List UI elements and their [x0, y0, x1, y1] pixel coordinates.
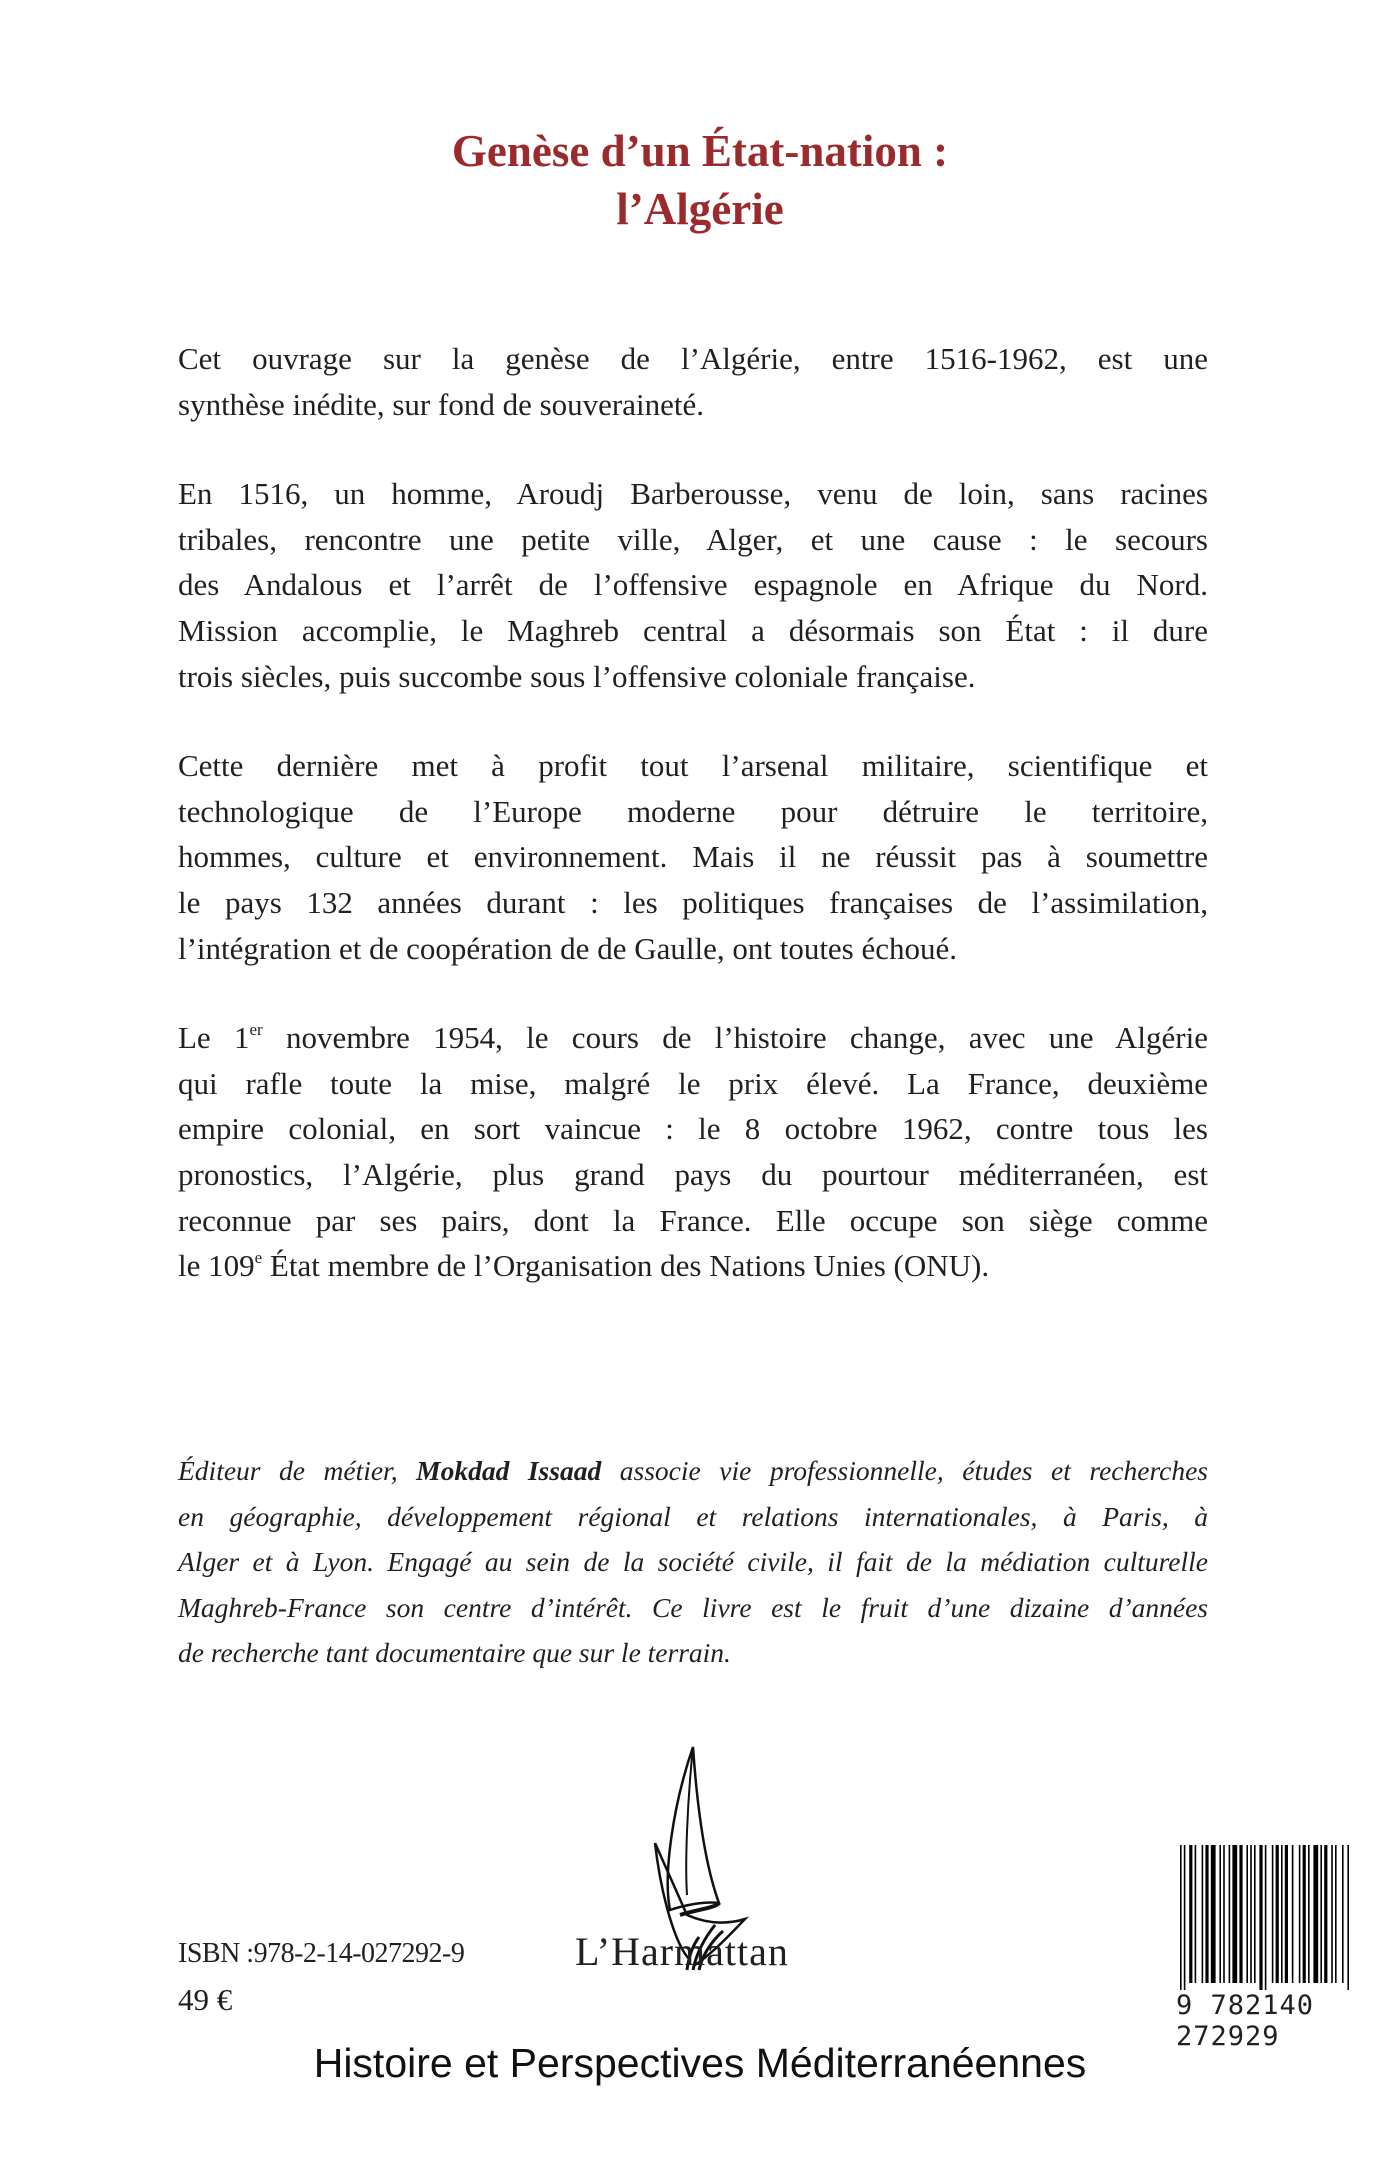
bio-line: Alger et à Lyon. Engagé au sein de la société civile, il fait de la médiation culturelle	[178, 1546, 1208, 1578]
barcode-bar	[1299, 1845, 1301, 1983]
paragraph-line: des Andalous et l’arrêt de l’offensive espagnole en Afrique du Nord.	[178, 567, 1208, 603]
barcode-bar	[1335, 1845, 1337, 1983]
series-name: Histoire et Perspectives Méditerranéennes	[313, 2040, 1087, 2086]
author-name: Mokdad Issaad	[416, 1455, 602, 1486]
book-title-line-1: Genèse d’un État-nation :	[451, 126, 949, 176]
book-title-line-2: l’Algérie	[616, 184, 784, 234]
paragraph-line: l’intégration et de coopération de de Gaulle, ont toutes échoué.	[178, 930, 958, 966]
paragraph-line: Cet ouvrage sur la genèse de l’Algérie, entre 1516-1962, est une	[178, 341, 1208, 376]
barcode	[1180, 1845, 1390, 1995]
paragraph-line: Cette dernière met à profit tout l’arsenal militaire, scientifique et	[178, 748, 1208, 784]
barcode-bar	[1313, 1845, 1318, 1983]
barcode-bar	[1239, 1845, 1242, 1983]
barcode-digits: 9 782140 272929	[1172, 1990, 1396, 2052]
barcode-bar	[1180, 1845, 1182, 1995]
price: 49 €	[178, 1982, 233, 2017]
barcode-bar	[1276, 1845, 1279, 1983]
paragraph	[178, 336, 1208, 427]
barcode-bar	[1308, 1845, 1310, 1983]
barcode-bar	[1223, 1845, 1225, 1983]
paragraph-line: qui rafle toute la mise, malgré le prix élevé. La France, deuxième	[178, 1065, 1208, 1101]
barcode-bar	[1324, 1845, 1327, 1983]
barcode-bar	[1272, 1845, 1274, 1983]
paragraph	[178, 743, 1208, 971]
barcode-bar	[1331, 1845, 1333, 1983]
barcode-bar	[1303, 1845, 1306, 1983]
barcode-bar	[1211, 1845, 1216, 1983]
barcode-bar	[1254, 1845, 1256, 1983]
barcode-bar	[1250, 1845, 1252, 1983]
paragraph-line	[178, 1243, 1208, 1289]
publisher-logo-text: L’Harmattan	[575, 1929, 789, 1974]
text-run: novembre 1954, le cours de l’histoire change, avec une Algérie	[262, 1020, 1208, 1056]
isbn: ISBN :978-2-14-027292-9	[178, 1938, 465, 1969]
paragraph-line: reconnue par ses pairs, dont la France. Elle occupe son siège comme	[178, 1202, 1208, 1238]
barcode-bar	[1292, 1845, 1294, 1983]
barcode-bar	[1202, 1845, 1204, 1983]
barcode-bar	[1285, 1845, 1288, 1983]
barcode-bar	[1347, 1845, 1349, 1995]
bio-line: de recherche tant documentaire que sur le terrain.	[178, 1637, 731, 1669]
text-run: Le 1	[178, 1020, 250, 1056]
barcode-bar	[1205, 1845, 1208, 1983]
paragraph-line	[178, 1015, 1208, 1061]
text-run: e	[254, 1248, 263, 1268]
bio-line: Maghreb-France son centre d’intérêt. Ce livre est le fruit d’une dizaine d’années	[178, 1591, 1208, 1623]
barcode-bar	[1189, 1845, 1192, 1983]
barcode-bar	[1246, 1845, 1248, 1983]
paragraph-line: synthèse inédite, sur fond de souveraineté.	[178, 386, 704, 422]
text-run: le 109	[178, 1248, 255, 1284]
text-run: associe vie professionnelle, études et recherches	[601, 1455, 1208, 1486]
barcode-bar	[1265, 1845, 1267, 1995]
paragraph-line: Mission accomplie, le Maghreb central a désormais son État : il dure	[178, 612, 1208, 648]
barcode-bar	[1259, 1845, 1262, 1995]
barcode-bar	[1342, 1845, 1344, 1983]
barcode-bar	[1195, 1845, 1197, 1983]
paragraph	[178, 471, 1208, 699]
text-run: État membre de l’Organisation des Nations Unies (ONU).	[262, 1248, 990, 1284]
paragraph-line: pronostics, l’Algérie, plus grand pays du pourtour méditerranéen, est	[178, 1156, 1208, 1192]
paragraph-line: tribales, rencontre une petite ville, Alger, et une cause : le secours	[178, 521, 1208, 557]
text-run: Éditeur de métier,	[178, 1455, 417, 1486]
barcode-bar	[1219, 1845, 1221, 1983]
bio-line: en géographie, développement régional et relations internationales, à Paris, à	[178, 1500, 1208, 1532]
author-bio	[178, 1450, 1208, 1678]
barcode-bar	[1281, 1845, 1283, 1983]
paragraph-line: le pays 132 années durant : les politiques françaises de l’assimilation,	[178, 884, 1208, 920]
paragraph-line: trois siècles, puis succombe sous l’offensive coloniale française.	[178, 658, 976, 694]
back-cover-summary	[178, 336, 1208, 1333]
barcode-bar	[1320, 1845, 1322, 1983]
paragraph-line: technologique de l’Europe moderne pour détruire le territoire,	[178, 793, 1208, 829]
book-title	[0, 122, 1400, 238]
paragraph-line: empire colonial, en sort vaincue : le 8 octobre 1962, contre tous les	[178, 1111, 1208, 1147]
paragraph-line: En 1516, un homme, Aroudj Barberousse, venu de loin, sans racines	[178, 476, 1208, 512]
paragraph-line: hommes, culture et environnement. Mais il ne réussit pas à soumettre	[178, 839, 1208, 875]
barcode-bar	[1229, 1845, 1231, 1983]
paragraph	[178, 1015, 1208, 1289]
bio-line	[178, 1450, 1208, 1496]
barcode-bar	[1232, 1845, 1237, 1983]
text-run: er	[249, 1020, 263, 1040]
barcode-bar	[1184, 1845, 1186, 1995]
